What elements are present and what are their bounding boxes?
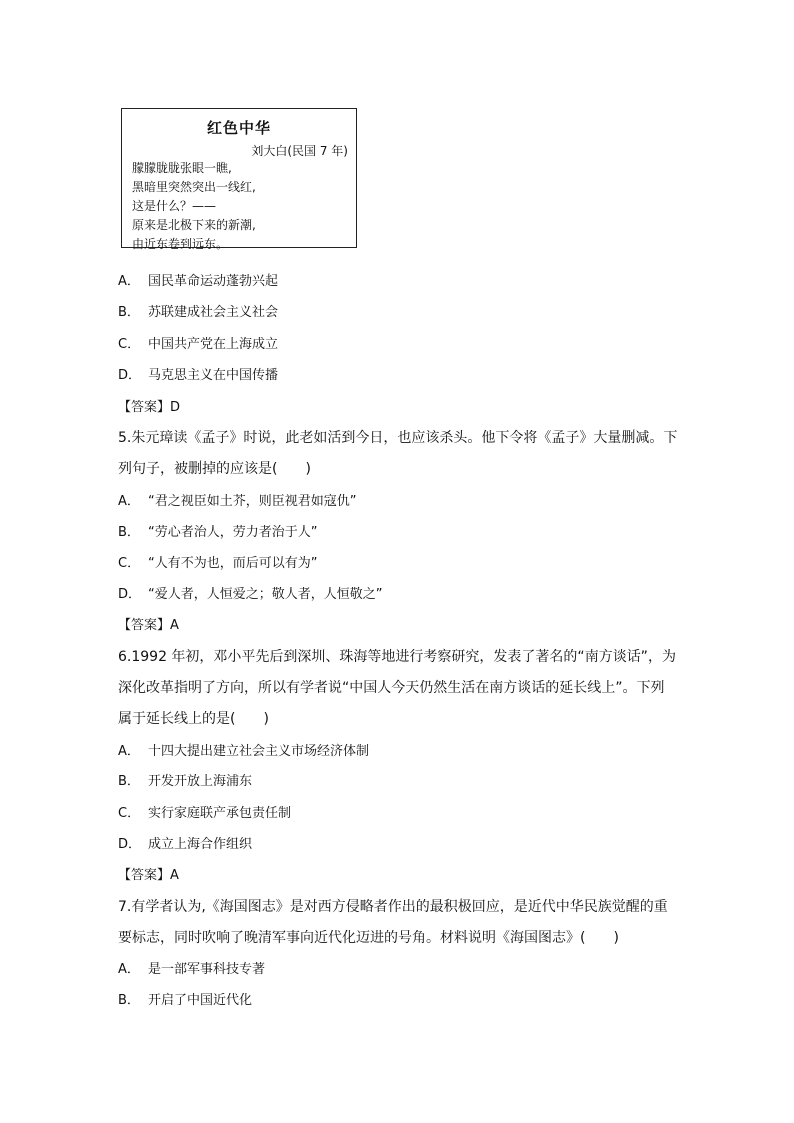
option-b: B． 开启了中国近代化 [118,993,253,1008]
option-c: C． 中国共产党在上海成立 [118,337,279,352]
poem-line: 这是什么？—— [132,199,217,213]
option-c: C． “人有不为也，而后可以有为” [118,556,318,571]
question-text: 属于延长线上的是( ) [118,711,269,727]
answer: 【答案】A [118,868,179,883]
option-a: A． 是一部军事科技专著 [118,962,266,977]
question-text: 要标志，同时吹响了晚清军事向近代化迈进的号角。材料说明《海国图志》( ) [118,930,619,946]
poem-author: 刘大白(民国 7 年) [251,144,348,158]
option-d: D． 马克思主义在中国传播 [118,368,279,383]
answer: 【答案】D [118,400,181,415]
option-d: D． 成立上海合作组织 [118,837,253,852]
poem-line: 黑暗里突然突出一线红, [132,180,256,194]
option-b: B． “劳心者治人，劳力者治于人” [118,525,318,540]
question-text: 5.朱元璋读《孟子》时说，此老如活到今日，也应该杀头。他下令将《孟子》大量删减。下 [118,430,678,446]
poem-box [121,108,357,251]
option-c: C． 实行家庭联产承包责任制 [118,806,292,821]
question-text: 6.1992 年初，邓小平先后到深圳、珠海等地进行考察研究，发表了著名的“南方谈话”，为 [118,649,676,665]
poem-line: 由近东卷到远东。 [132,237,229,251]
option-b: B． 苏联建成社会主义社会 [118,305,279,320]
option-a: A． “君之视臣如土芥，则臣视君如寇仇” [118,494,357,509]
question-text: 深化改革指明了方向，所以有学者说“中国人今天仍然生活在南方谈话的延长线上”。下列 [118,680,665,696]
option-b: B． 开发开放上海浦东 [118,774,253,789]
question-text: 列句子，被删掉的应该是( ) [118,461,311,477]
option-a: A． 国民革命运动蓬勃兴起 [118,274,279,289]
poem-lines [132,159,256,254]
question-text: 7.有学者认为,《海国图志》是对西方侵略者作出的最积极回应，是近代中华民族觉醒的重 [118,899,668,915]
option-a: A． 十四大提出建立社会主义市场经济体制 [118,744,370,759]
poem-line: 原来是北极下来的新潮, [132,218,256,232]
poem-line: 朦朦胧胧张眼一瞧, [132,161,232,175]
poem-title: 红色中华 [206,119,271,137]
answer: 【答案】A [118,618,179,633]
option-d: D． “爱人者，人恒爱之；敬人者，人恒敬之” [118,587,383,602]
